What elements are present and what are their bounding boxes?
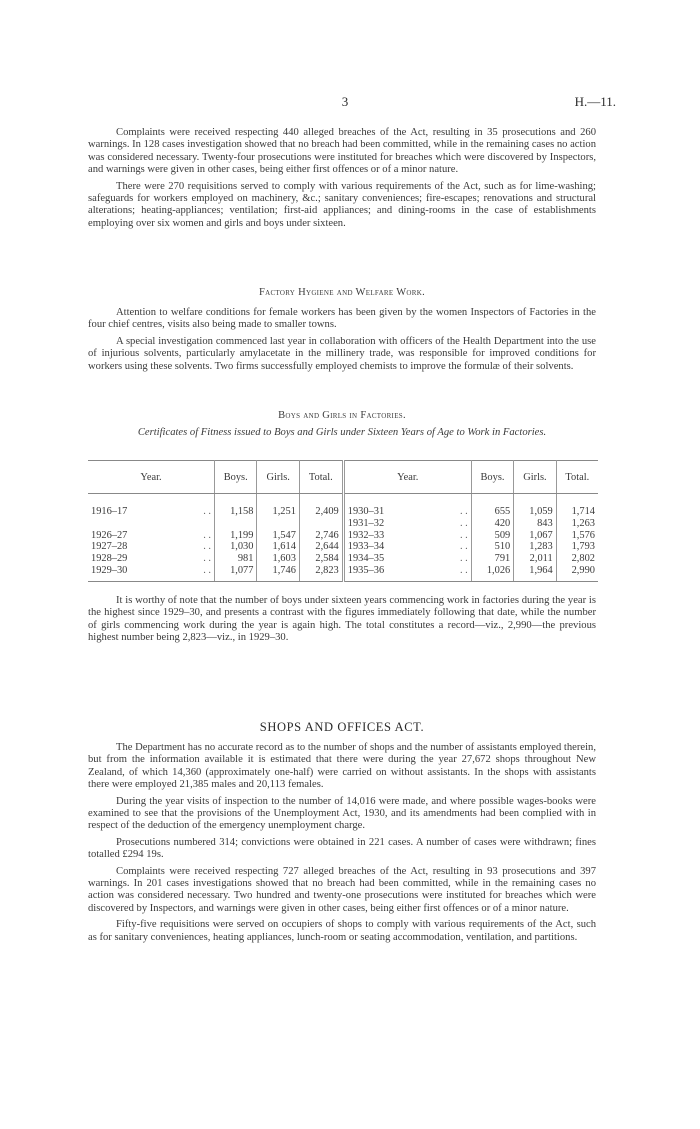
- leader-dots: . .: [425, 530, 472, 542]
- leader-dots: . .: [168, 565, 215, 581]
- column-header-year: Year.: [343, 461, 471, 494]
- paragraph: Fifty-five requisitions were served on occupiers of shops to comply with various requirements of the Act, such as for sanitary conveniences, heating appliances, lunch-room or seating accommodation, ventilation, and partitions.: [88, 919, 596, 943]
- paragraph: Prosecutions numbered 314; convictions were obtained in 221 cases. A number of cases were withdrawn; fines totalled £294 19s.: [88, 836, 596, 861]
- table-row: 1916–17 . . 1,158 1,251 2,409 1930–31 . . 655 1,059 1,714: [88, 494, 598, 518]
- leader-dots: . .: [425, 518, 472, 530]
- leader-dots: . .: [168, 530, 215, 542]
- boys-girls-note: [88, 595, 596, 645]
- table-caption: Certificates of Fitness issued to Boys and Girls under Sixteen Years of Age to Work in Factories.: [137, 427, 547, 438]
- column-header-boys: Boys.: [471, 461, 513, 494]
- paragraph: Attention to welfare conditions for female workers has been given by the women Inspectors of Factories in the four chief centres, visits also being made to smaller towns.: [88, 307, 596, 331]
- section-heading-boys-girls: Boys and Girls in Factories.: [278, 410, 406, 421]
- paragraph: During the year visits of inspection to the number of 14,016 were made, and where possible wages-books were examined to see that the provisions of the Unemployment Act, 1930, and its amendments had been complied with in respect of the deduction of the emergency unemployment charge.: [88, 795, 596, 832]
- leader-dots: . .: [168, 553, 215, 565]
- paragraph: Complaints were received respecting 727 alleged breaches of the Act, resulting in 93 prosecutions and 397 warnings. In 201 cases investigations showed that no breach had been committed, while in the remaining cases no action was considered necessary. Two hundred and twenty-one prosecutions were instituted for breaches which were discovered by Inspectors, and warnings were given in other cases, being either first offences or of a minor nature.: [88, 865, 596, 914]
- column-header-girls: Girls.: [257, 461, 299, 494]
- paragraph: It is worthy of note that the number of boys under sixteen years commencing work in factories during the year is the highest since 1929–30, and presents a contrast with the figures immediately following that date, while the number of girls commencing work during the year is again high. The total constitutes a record—viz., 2,990—the previous highest number being 2,823—viz., in 1929–30.: [88, 595, 596, 644]
- column-header-total: Total.: [299, 461, 343, 494]
- leader-dots: . .: [168, 494, 215, 518]
- leader-dots: . .: [425, 565, 472, 581]
- shops-section: [88, 742, 596, 944]
- table-row: 1931–32 . . 420 843 1,263: [88, 518, 598, 530]
- leader-dots: . .: [168, 541, 215, 553]
- column-header-year: Year.: [88, 461, 215, 494]
- certificates-table: [88, 460, 598, 582]
- section-heading-hygiene: Factory Hygiene and Welfare Work.: [258, 287, 426, 298]
- page-number: 3: [341, 94, 349, 109]
- column-header-boys: Boys.: [215, 461, 257, 494]
- section-heading-shops: SHOPS AND OFFICES ACT.: [259, 720, 425, 734]
- table-row: 1927–28 . . 1,030 1,614 2,644 1933–34 . . 510 1,283 1,793: [91, 541, 595, 553]
- paragraph: Complaints were received respecting 440 alleged breaches of the Act, resulting in 35 prosecutions and 260 warnings. In 128 cases investigation showed that no breach had been committed, while in the remaining cases no action was considered necessary. Twenty-four prosecutions were instituted for breaches which were discovered by Inspectors, and warnings were given in other cases, being either first offences or of a minor nature.: [88, 127, 596, 176]
- table-row: 1926–27 . . 1,199 1,547 2,746 1932–33 . . 509 1,067 1,576: [91, 529, 595, 541]
- paragraph: A special investigation commenced last year in collaboration with officers of the Health Department into the use of injurious solvents, particularly amylacetate in the millinery trade, was responsible for improved conditions for workers using these solvents. Two firms successfully employed chemists to improve the formulæ of their solvents.: [88, 335, 596, 372]
- column-header-total: Total.: [556, 461, 598, 494]
- leader-dots: . .: [425, 494, 472, 518]
- leader-dots: . .: [425, 541, 472, 553]
- table-row: 1929–30 . . 1,077 1,746 2,823 1935–36 . . 1,026 1,964 2,990: [88, 565, 598, 581]
- paragraph: The Department has no accurate record as to the number of shops and the number of assistants employed therein, but from the information available it is estimated that there were during the year 27,672 shops throughout New Zealand, of which 14,360 (approximately one-half) were carried on without assistants. In the shops with assistants there were employed 21,385 males and 20,113 females.: [88, 742, 596, 791]
- leader-dots: . .: [425, 553, 472, 565]
- intro-section: [88, 127, 596, 230]
- column-header-girls: Girls.: [514, 461, 556, 494]
- paragraph: There were 270 requisitions served to comply with various requirements of the Act, such as for lime-washing; safeguards for workers employed on machinery, &c.; sanitary conveniences; fire-escapes; renovations and structural alterations; heating-appliances; ventilation; first-aid appliances; and dining-rooms in the case of establishments employing over six women and girls and boys under sixteen.: [88, 180, 596, 229]
- table-header-row: [88, 461, 598, 494]
- hygiene-section: [88, 307, 596, 373]
- document-reference: H.—11.: [574, 94, 616, 109]
- table-row: 1928–29 . . 981 1,603 2,584 1934–35 . . 791 2,011 2,802: [91, 553, 595, 565]
